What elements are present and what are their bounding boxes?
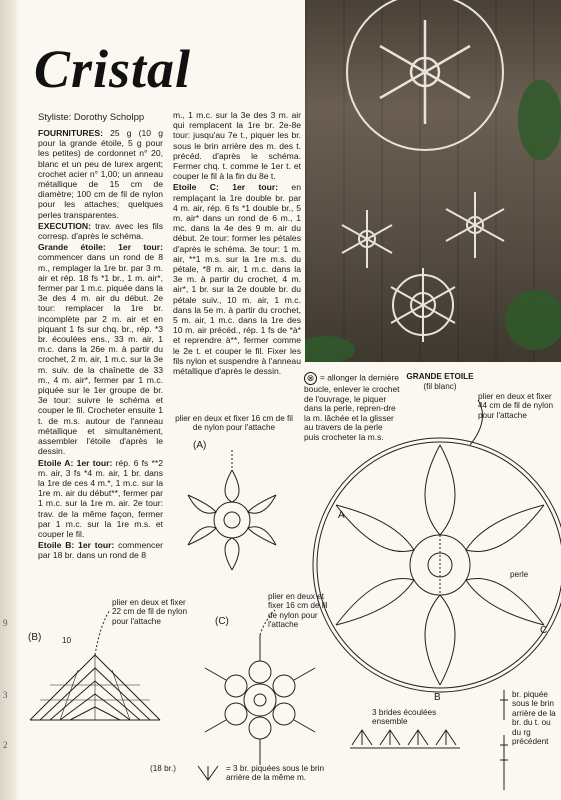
grande-etoile-title: GRANDE ETOILE xyxy=(406,372,474,381)
grande-etoile-subtitle: (fil blanc) xyxy=(423,382,457,391)
grande-letter-b: B xyxy=(434,692,441,703)
etoile-c-letter: (C) xyxy=(215,616,229,627)
grande-letter-c: C xyxy=(540,625,548,636)
etoile-c-text: en remplaçant la 1re double br. par 4 m. air, rép. 6 fs *1 double br., 5 m. air* dans un rond de 6 m., 1 mc. dans la 4e des 9 m. air du début. 2e tour: former les pétales d'après le schéma. 3e tour: 1 m. air, **1 m.s. sur la 1re m.s. du pétale, *8 m. air, 1 m.c. dans la 3e m. à partir du crochet, 4 m. air*, 1 br. sur la 2e double br. du pétale suiv., 10 m. air, 1 m.c. dans la 5e m. à partir du crochet, 5 m. air, 1 m.c. dans la 1re des 10 m. air précéd., rép. 1 fs de *à* et reprendre à**, fermer comme le 2e t. et couper le fil. Fixer les fils nylon et suspendre à l'anneau métallique d'après le dessin. xyxy=(173,182,301,377)
execution-label: EXECUTION: xyxy=(38,220,91,231)
etoile-b-attach-note: plier en deux et fixer 22 cm de fil de nylon pour l'attache xyxy=(112,598,188,626)
grande-etoile-text: commencer dans un rond de 8 m., remplager la 1re br. par 3 m. air et rép. 18 fs *1 br., 1 m. air*, fermer par 1 m.c. piquée dans la 3e des 4 m. air du début. 2e tour: remplacer la 1re br. incomplète par 2 m. air et en piquant 1 fs sur chq. br., rép. *3 br. écoulées ens., 33 m. air, 1 m.c. dans la 26e m. à partir du crochet, 2 m. air, 1 m.c. sur la 3e m. suiv. de la chaînette de 33 m., 4 m. air*, fermer par 1 m.c. piquée sur le 1er groupe de br. 3e tour: suivre le schéma et couper le fil. Crocheter ensuite 1 t. de m.s. autour de l'anneau métallique et simultanément, assembler l'étoile d'après le dessin. xyxy=(38,252,163,457)
brides-ecoulees-note: 3 brides écoulées ensemble xyxy=(372,708,437,727)
grande-etoile-label: Grande étoile: 1er tour: xyxy=(38,242,163,253)
stylist-credit: Styliste: Dorothy Scholpp xyxy=(38,112,145,123)
grande-letter-a: A xyxy=(338,510,345,521)
gutter-mark: 3 xyxy=(3,690,8,700)
legend-text: = allonger la dernière boucle, enlever le crochet de l'ouvrage, le piquer dans la perle, repren-dre la m. lâchée et la glisser au travers de la perle puis crocheter la m.s. xyxy=(304,372,400,442)
fournitures-text: 25 g (10 g pour la grande étoile, 5 g pour les petites) de cordonnet n° 20, blanc et un peu de lurex argent; crochet acier n° 1,00; un anneau métallique de 15 cm de diamètre; 100 cm de fil de nylon pour les attaches; quelques perles transparentes. xyxy=(38,128,163,220)
etoile-a-text: rép. 6 fs **2 m. air, 3 fs *4 m. air, 1 br. dans la 1re de ces 4 m.*, 1 m.c. sur la 1re m. air du début**, fermer par 1 m.c. sur la 1re m. air. 2e tour: trav. de la même façon, fermer par 1 m.c. sur la 1re m.s. et couper le fil. xyxy=(38,457,164,539)
etoile-a-attach-note: plier en deux et fixer 16 cm de fil de nylon pour l'attache xyxy=(175,414,293,433)
etoile-b-letter: (B) xyxy=(28,632,42,643)
page-title: Cristal xyxy=(34,39,192,99)
bottom-stitch-note: = 3 br. piquées sous le brin arrière de la même m. xyxy=(226,764,325,783)
grande-etoile-attach-note: plier en deux et fixer 44 cm de fil de nylon pour l'attache xyxy=(478,392,554,420)
gutter-mark: 9 xyxy=(3,618,8,628)
etoile-b-continued: m., 1 m.c. sur la 3e des 3 m. air qui remplacent la 1re br. 2e-8e tour: jusqu'au 7e t., piquer les br. sous le brin arrière des m. des t. précéd. d'après le schéma. Fermer chq. t. comme le 1er t. et couper le fil à la fin du 8e t. xyxy=(173,110,301,182)
etoile-a-diagram xyxy=(188,450,276,570)
etoile-c-attach-note: plier en deux et fixer 16 cm de fil de nylon pour l'attache xyxy=(268,592,328,630)
fournitures-label: FOURNITURES: xyxy=(38,128,103,138)
x-circle-icon: ⊗ xyxy=(304,372,317,385)
br-piquee-note: br. piquée sous le brin arrière de la br. du t. ou du rg précédent xyxy=(512,690,556,747)
etoile-a-letter: (A) xyxy=(193,440,207,451)
etoile-c-diagram xyxy=(205,610,315,765)
etoile-c-label: Etoile C: 1er tour: xyxy=(173,182,279,193)
etoile-b-row-number: 10 xyxy=(62,636,72,645)
grande-etoile-diagram xyxy=(313,400,561,692)
etoile-b-diagram xyxy=(30,610,160,720)
gutter-mark: 2 xyxy=(3,740,8,750)
perle-label: perle xyxy=(510,570,529,579)
etoile-b-text: commencer par 18 br. dans un rond de 8 xyxy=(38,540,163,561)
etoile-b-label: Etoile B: 1er tour: xyxy=(38,540,115,551)
execution-text: trav. avec les fils corresp. d'après le schéma. xyxy=(38,220,163,242)
etoile-a-label: Etoile A: 1er tour: xyxy=(38,457,113,468)
etoile-b-count: (18 br.) xyxy=(150,764,176,773)
